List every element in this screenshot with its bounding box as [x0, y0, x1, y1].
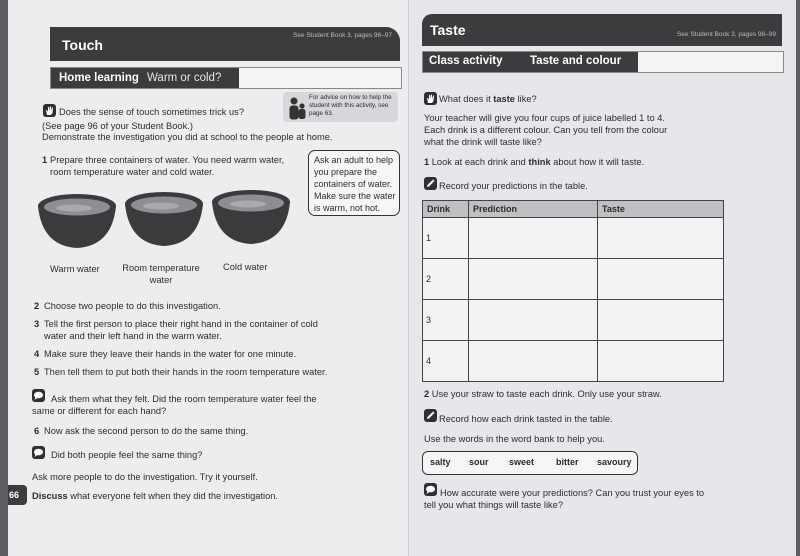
- discuss-bold: Discuss: [32, 491, 68, 501]
- word-sour: sour: [469, 457, 489, 467]
- step-2-number: 2: [34, 301, 40, 311]
- page-number-tab: [8, 485, 27, 505]
- right-step-1-pre: Look at each drink and: [431, 157, 529, 167]
- prediction-table: [422, 200, 724, 382]
- taste-cell[interactable]: [598, 218, 724, 259]
- step-6-text: Now ask the second person to do the same thing.: [44, 426, 249, 436]
- prediction-cell[interactable]: [469, 218, 598, 259]
- step-4-text: Make sure they leave their hands in the water for one minute.: [44, 349, 297, 359]
- adult-help-text: Ask an adult to help you prepare the containers of water. Make sure the water is warm, not hot.: [314, 155, 396, 213]
- column-header-taste: Taste: [598, 201, 724, 218]
- page-title: Touch: [62, 37, 103, 53]
- hand-icon-right: [424, 92, 437, 105]
- page-number: 66: [9, 490, 20, 500]
- step-1-number: 1: [42, 155, 48, 165]
- right-page: [410, 0, 796, 556]
- drink-number: 2: [423, 259, 469, 300]
- touch-question: Does the sense of touch sometimes trick us?: [59, 107, 244, 117]
- step-3-number: 3: [34, 319, 40, 329]
- taste-question-pre: What does it: [439, 94, 494, 104]
- prediction-cell[interactable]: [469, 341, 598, 382]
- right-step-2-text: Use your straw to taste each drink. Only use your straw.: [431, 389, 662, 399]
- right-step-1-bold: think: [528, 157, 551, 167]
- word-salty: salty: [430, 457, 451, 467]
- demonstrate-instruction: Demonstrate the investigation you did at school to the people at home.: [42, 132, 333, 142]
- step-2-text: Choose two people to do this investigation.: [44, 301, 221, 311]
- column-header-drink: Drink: [423, 201, 469, 218]
- taste-cell[interactable]: [598, 300, 724, 341]
- warm-water-bowl: [36, 192, 118, 250]
- page-title-right: Taste: [430, 22, 466, 38]
- intro-text: Your teacher will give you four cups of juice labelled 1 to 4. Each drink is a different colour. Can you tell from the colour what the drink will taste like?: [424, 113, 668, 147]
- accuracy-question: How accurate were your predictions? Can you trust your eyes to tell you what things will taste like?: [424, 488, 705, 510]
- drink-number: 4: [423, 341, 469, 382]
- left-page: [8, 0, 409, 556]
- table-row: [423, 300, 724, 341]
- taste-question-post: like?: [514, 94, 537, 104]
- did-feel-text: Did both people feel the same thing?: [51, 450, 203, 460]
- bowl-label-cold: Cold water: [223, 262, 268, 272]
- word-bank: [422, 451, 638, 475]
- pencil-icon-2: [424, 409, 437, 422]
- word-bitter: bitter: [556, 457, 579, 467]
- adult-help-box: [308, 150, 400, 216]
- ask-more-text: Ask more people to do the investigation. Try it yourself.: [32, 472, 258, 482]
- subheader-label: Home learning: [59, 72, 139, 84]
- step-5-number: 5: [34, 367, 40, 377]
- step-1-text: Prepare three containers of water. You need warm water, room temperature water and cold water.: [50, 155, 285, 177]
- taste-question: [439, 93, 537, 105]
- record-prediction-text: Record your predictions in the table.: [439, 181, 588, 191]
- taste-cell[interactable]: [598, 259, 724, 300]
- header-banner: [50, 27, 400, 61]
- hand-icon: [43, 104, 56, 117]
- right-step-1: [424, 156, 644, 168]
- cold-water-bowl: [210, 188, 292, 246]
- drink-number: 1: [423, 218, 469, 259]
- table-row: [423, 218, 724, 259]
- word-sweet: sweet: [509, 457, 535, 467]
- table-row: [423, 341, 724, 382]
- see-page-note: (See page 96 of your Student Book.): [42, 121, 193, 131]
- table-row: [423, 259, 724, 300]
- step-4-number: 4: [34, 349, 40, 359]
- subheader-label-right: Class activity: [429, 55, 503, 67]
- subheader-topic-right: Taste and colour: [530, 55, 622, 67]
- prediction-cell[interactable]: [469, 259, 598, 300]
- step-3-text: Tell the first person to place their right hand in the container of cold water and their left hand in the warm water.: [44, 319, 318, 341]
- step-6-number: 6: [34, 426, 40, 436]
- bowl-label-warm: Warm water: [50, 264, 100, 274]
- header-banner-right: [422, 14, 782, 46]
- word-savoury: savoury: [597, 457, 632, 467]
- tip-text: For advice on how to help the student with this activity, see page 63.: [309, 94, 392, 117]
- discuss-text: [32, 490, 278, 502]
- right-step-2: [424, 388, 662, 400]
- right-step-2-number: 2: [424, 389, 430, 399]
- parents-icon: [287, 95, 307, 121]
- taste-cell[interactable]: [598, 341, 724, 382]
- subheader-topic: Warm or cold?: [147, 72, 222, 84]
- prediction-cell[interactable]: [469, 300, 598, 341]
- drink-number: 3: [423, 300, 469, 341]
- pencil-icon: [424, 177, 437, 190]
- right-step-1-post: about how it will taste.: [550, 157, 645, 167]
- use-words-text: Use the words in the word bank to help you.: [424, 434, 605, 444]
- subheader-bar-right: [422, 51, 784, 73]
- subheader-bar: [50, 67, 402, 89]
- bowl-label-room: Room temperature water: [122, 263, 200, 285]
- ask-felt-text: Ask them what they felt. Did the room temperature water feel the same or different for each hand?: [32, 394, 317, 416]
- book-reference-right: See Student Book 3, pages 98–99: [676, 31, 776, 38]
- room-temperature-bowl: [123, 190, 205, 248]
- parent-tip: [283, 92, 398, 122]
- column-header-prediction: Prediction: [469, 201, 598, 218]
- record-taste-text: Record how each drink tasted in the table.: [439, 414, 613, 424]
- discuss-rest: what everyone felt when they did the investigation.: [67, 491, 279, 501]
- step-5-text: Then tell them to put both their hands in the room temperature water.: [44, 367, 328, 377]
- speech-icon-2: [32, 446, 45, 459]
- right-step-1-number: 1: [424, 157, 430, 167]
- book-reference: See Student Book 3, pages 96–97: [292, 32, 392, 39]
- taste-question-bold: taste: [493, 94, 515, 104]
